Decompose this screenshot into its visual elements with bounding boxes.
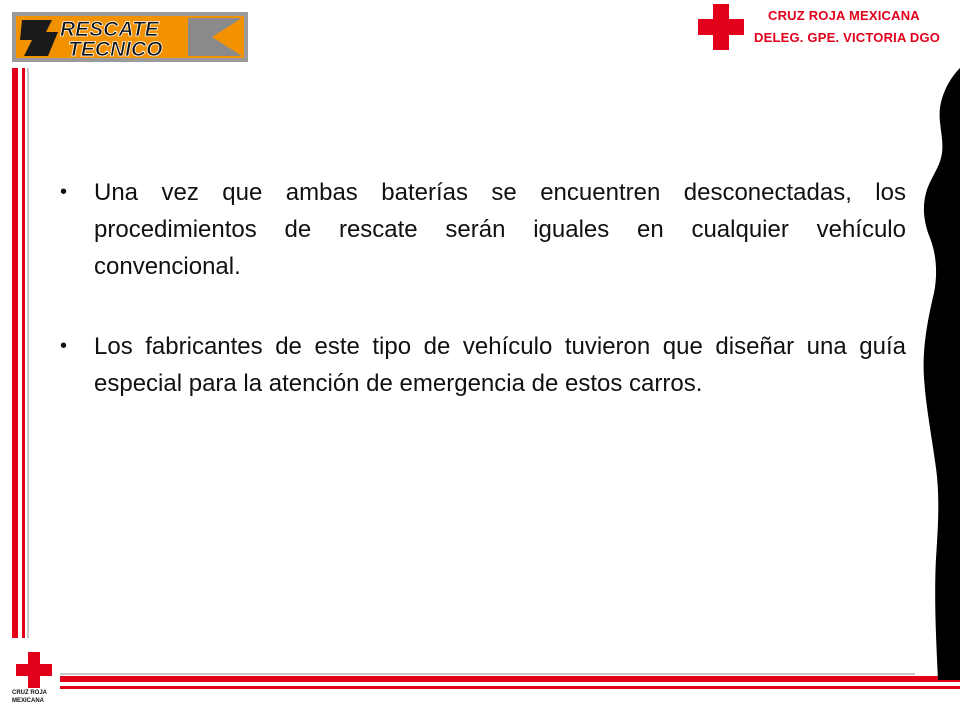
frame-left-bar-thin [22,68,25,638]
rescuer-silhouette [900,68,960,680]
bullet-text: Una vez que ambas baterías se encuentren desconectadas, los procedimientos de rescate serán iguales en cualquier vehículo convencional. [94,179,906,280]
bullet-item [60,174,906,285]
red-cross-icon [698,4,744,50]
bullet-item [60,328,906,402]
frame-bottom-bar-thin [60,686,960,689]
bullet-dot-icon: • [60,181,68,203]
frame-bottom-bar [60,676,960,682]
bullet-text: Los fabricantes de este tipo de vehículo tuvieron que diseñar una guía especial para la atención de emergencia de estos carros. [94,333,906,397]
frame-left-bar [12,68,18,638]
footer-org-line-2: MEXICANA [12,698,45,704]
cruz-roja-footer-logo [8,650,60,716]
bullet-dot-icon: • [60,335,68,357]
footer-org-line-1: CRUZ ROJA [12,690,48,696]
frame-bottom-shadow [60,673,915,675]
cruz-roja-header-logo [690,0,960,56]
logo-text-tecnico: TECNICO [68,38,163,61]
frame-left-shadow [27,68,29,638]
org-name-line: CRUZ ROJA MEXICANA [768,8,920,23]
logo-text-rescate: RESCATE [60,18,159,41]
rescate-tecnico-logo [12,12,248,62]
red-cross-icon [14,652,54,688]
org-delegation-line: DELEG. GPE. VICTORIA DGO [754,30,941,45]
slide-content [60,174,906,445]
